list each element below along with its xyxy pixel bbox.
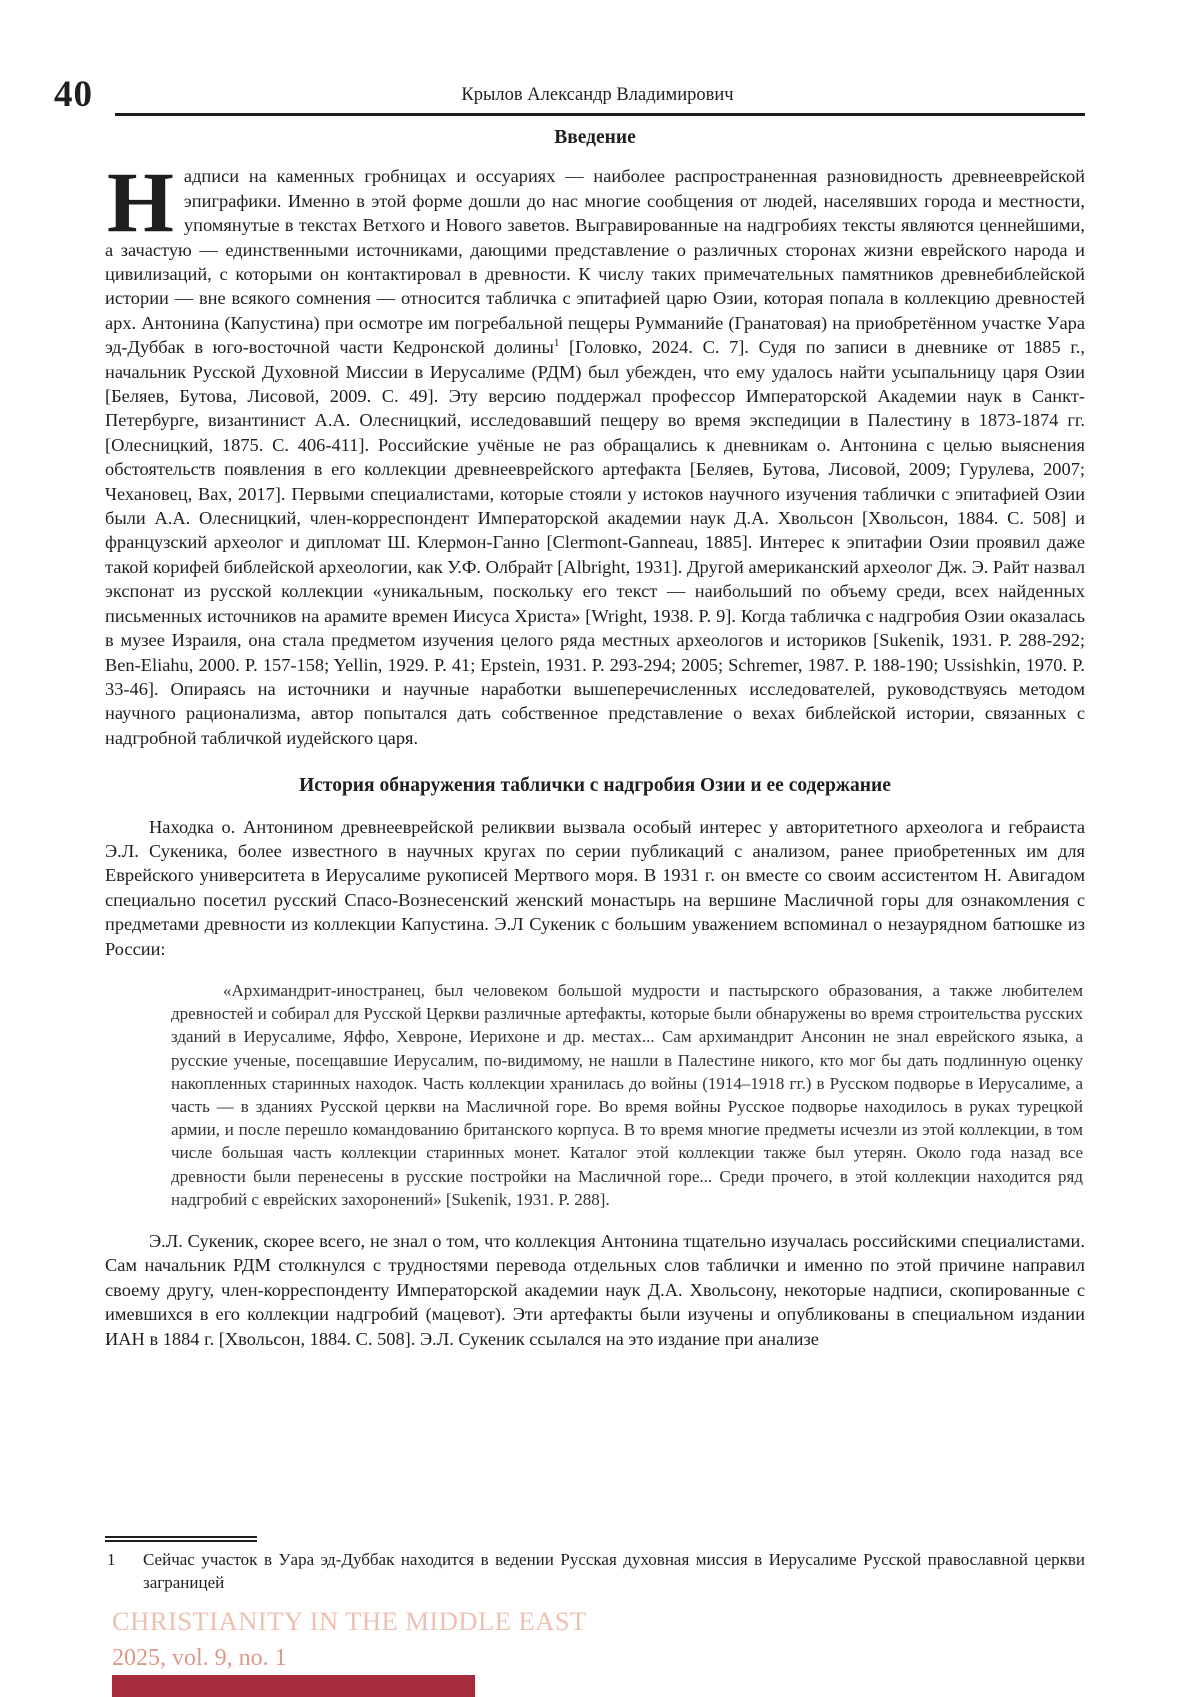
header-rule — [115, 113, 1085, 116]
intro-paragraph — [105, 154, 1086, 750]
footnote-separator-rule — [105, 1536, 257, 1542]
discovery-paragraph-2: Э.Л. Сукеник, скорее всего, не знал о том, что коллекция Антонина тщательно изучалась российскими специалистами. Сам начальник РДМ столкнулся с трудностями перевода отдельных слов таблички и именно по этой причине направил своему другу, член-корреспонденту Императорской академии наук Д.А. Хвольсону, некоторые надписи, скопированные с имевшихся в его коллекции надгробий (мацевот). Эти артефакты были изучены и опубликованы в специальном издании ИАН в 1884 г. [Хвольсон, 1884. С. 508]. Э.Л. Сукеник ссылался на это издание при анализе — [105, 1230, 1085, 1349]
footnote-reference-1: 1 — [553, 337, 560, 350]
article-body — [105, 126, 1085, 1351]
journal-title: CHRISTIANITY IN THE MIDDLE EAST — [112, 1606, 587, 1636]
running-head-author: Крылов Александр Владимирович — [461, 85, 734, 105]
intro-text-before-ref: адписи на каменных гробницах и оссуариях — наиболее распространенная разновидность древнееврейской эпиграфики. Именно в этой форме дошли до нас многие сообщения от людей, населявших города и местности, упомянутые в текстах Ветхого и Нового заветов. Выгравированные на надгробиях тексты являются ценнейшими, а зачастую — единственными источниками, дающими представление о различных сторонах жизни еврейского народа и цивилизаций, с которыми он контактировал в древности. К числу таких примечательных памятников древнебиблейской истории — вне всякого сомнения — относится табличка с эпитафией царю Озии, которая попала в коллекцию древностей арх. Антонина (Капустина) при осмотре им погребальной пещеры Румманийе (Гранатовая) на приобретённом участке Уара эд-Дуббак в юго-восточной части Кедронской долины — [105, 166, 1085, 358]
section-heading-discovery: История обнаружения таблички с надгробия Озии и ее содержание — [299, 775, 891, 797]
journal-issue: 2025, vol. 9, no. 1 — [112, 1645, 287, 1672]
footnote-block — [105, 1536, 1085, 1594]
footnote-number: 1 — [107, 1550, 116, 1569]
journal-footer — [112, 1607, 587, 1672]
sukenik-quote: «Архимандрит-иностранец, был человеком большой мудрости и пастырского образования, а также любителем древностей и собирал для Русской Церкви различные артефакты, которые были обнаружены во время строительства русских зданий в Иерусалиме, Яффо, Хевроне, Иерихоне и др. местах... Сам архимандрит Ансонин не знал еврейского языка, а русские ученые, посещавшие Иерусалим, по-видимому, не нашли в Палестине никого, кто мог бы дать подлинную оценку накопленных старинных находок. Часть коллекции хранилась до войны (1914–1918 гг.) в Русском подворье в Иерусалиме, а часть — в зданиях Русской церкви на Масличной горе. Во время войны Русское подворье находилось в руках турецкой армии, и после перешло командованию британского корпуса. В то время многие предметы исчезли из этой коллекции, в том числе большая часть коллекции старинных монет. Каталог этой коллекции также был утерян. Около года назад все древности были перенесены в русские постройки на Масличной горе... Среди прочего, в этой коллекции находится ряд надгробий с еврейских захоронений» [Sukenik, 1931. P. 288]. — [171, 980, 1083, 1209]
discovery-paragraph-1: Находка о. Антонином древнееврейской реликвии вызвала особый интерес у авторитетного археолога и гебраиста Э.Л. Сукеника, более известного в научных кругах по серии публикаций с анализом, ранее приобретенных им для Еврейского университета в Иерусалиме рукописей Мертвого моря. В 1931 г. он вместе со своим ассистентом Н. Авигадом специально посетил русский Спасо-Вознесенский женский монастырь на вершине Масличной горы для ознакомления с предметами древности из коллекции Капустина. Э.Л Сукеник с большим уважением вспоминал о незаурядном батюшке из России: — [105, 816, 1085, 959]
footnote-1 — [105, 1549, 1085, 1594]
drop-cap: Н — [107, 154, 174, 251]
footnote-text: Сейчас участок в Уара эд-Дуббак находится в ведении Русская духовная миссия в Иерусалиме Русской православной церкви заграницей — [143, 1550, 1085, 1592]
intro-text-after-ref: [Головко, 2024. С. 7]. Судя по записи в дневнике от 1885 г., начальник Русской Духовной Миссии в Иерусалиме (РДМ) был убежден, что ему удалось найти усыпальницу царя Озии [Беляев, Бутова, Лисовой, 2009. С. 49]. Эту версию поддержал профессор Императорской Академии наук в Санкт-Петербурге, византинист А.А. Олесницкий, исследовавший пещеру во время экспедиции в Палестину в 1873-1874 гг. [Олесницкий, 1875. С. 406-411]. Российские учёные не раз обращались к дневникам о. Антонина с целью выяснения обстоятельств появления в его коллекции древнееврейского артефакта [Беляев, Бутова, Лисовой, 2009; Гурулева, 2007; Чехановец, Вах, 2017]. Первыми специалистами, которые стояли у истоков научного изучения таблички с эпитафией Озии были А.А. Олесницкий, член-корреспондент Императорской академии наук Д.А. Хвольсон [Хвольсон, 1884. С. 508] и французский археолог и дипломат Ш. Клермон-Ганно [Clermont-Ganneau, 1885]. Интерес к эпитафии Озии проявил даже такой корифей библейской археологии, как У.Ф. Олбрайт [Albright, 1931]. Другой американский археолог Дж. Э. Райт назвал экспонат из русской коллекции «уникальным, поскольку его текст — наибольший по объему среди, всех найденных письменных источников на арамите времен Иисуса Христа» [Wright, 1938. P. 9]. Когда табличка с надгробия Озии оказалась в музее Израиля, она стала предметом изучения целого ряда местных археологов и историков [Sukenik, 1931. P. 288-292; Ben-Eliahu, 2000. P. 157-158; Yellin, 1929. P. 41; Epstein, 1931. P. 293-294; 2005; Schremer, 1987. P. 188-190; Ussishkin, 1970. P. 33-46]. Опираясь на источники и научные наработки вышеперечисленных исследователей, руководствуясь методом научного рационализма, автор попытался дать собственное представление о вехах библейской истории, связанных с надгробной табличкой иудейского царя. — [105, 337, 1086, 748]
footer-accent-bar — [112, 1675, 475, 1697]
section-heading-introduction: Введение — [554, 127, 636, 148]
page-number: 40 — [54, 74, 93, 115]
